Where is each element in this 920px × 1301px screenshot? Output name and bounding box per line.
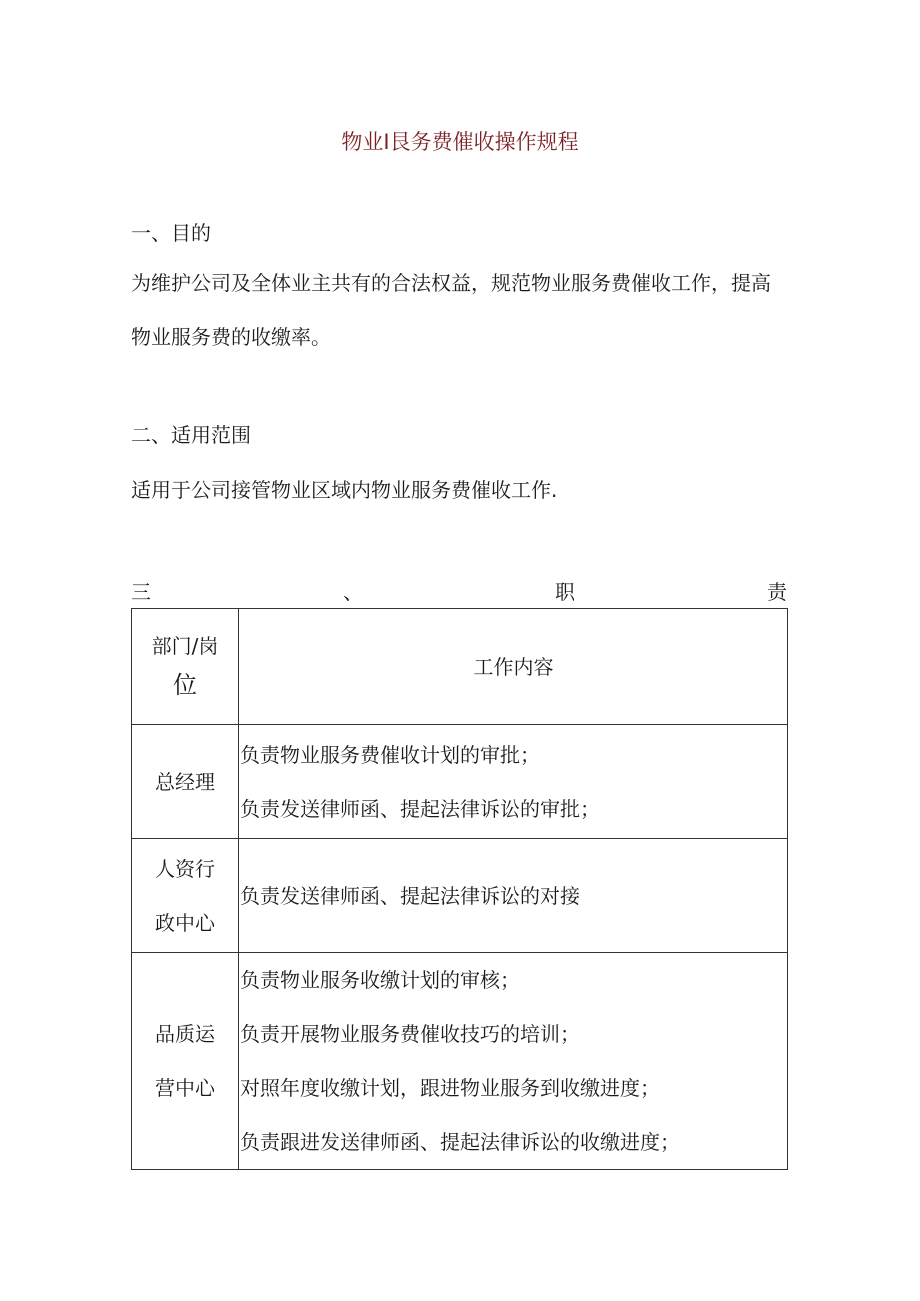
- dept-cell: [132, 953, 239, 1170]
- purpose-body-line-2: 物业服务费的收缴率。: [131, 325, 331, 349]
- work-item: 负责物业服务费催收计划的审批；: [240, 742, 540, 767]
- table-row: [132, 839, 788, 953]
- section-duties-heading: [131, 580, 787, 604]
- work-cell: [239, 839, 788, 953]
- duties-table: [131, 608, 788, 1170]
- header-work-label: 工作内容: [473, 654, 554, 679]
- dept-label: 品质运: [155, 1022, 215, 1046]
- table-row: [132, 953, 788, 1170]
- dept-label: 总经理: [155, 769, 215, 794]
- dept-cell: [132, 725, 239, 839]
- work-item: 负责物业服务收缴计划的审核；: [240, 968, 520, 992]
- scope-body-line: 适用于公司接管物业区域内物业服务费催收工作.: [131, 478, 558, 502]
- table-header-row: [132, 609, 788, 725]
- section-scope-body: [131, 463, 791, 517]
- header-dept-label-top: 部门/岗: [151, 633, 219, 658]
- work-item: 负责发送律师函、提起法律诉讼的审批；: [240, 796, 600, 821]
- section-purpose-body: [131, 256, 791, 364]
- header-dept-cell: [132, 609, 239, 725]
- work-item: 负责发送律师函、提起法律诉讼的对接: [240, 883, 580, 908]
- section-scope-heading: 二、适用范围: [131, 423, 251, 447]
- work-item: 负责跟进发送律师函、提起法律诉讼的收缴进度；: [240, 1130, 680, 1154]
- duties-heading-char: 三: [131, 580, 151, 604]
- section-purpose-heading: 一、目的: [131, 221, 211, 245]
- duties-heading-char: 责: [767, 580, 787, 604]
- dept-label: 政中心: [155, 910, 215, 935]
- purpose-body-line-1: 为维护公司及全体业主共有的合法权益，规范物业服务费催收工作，提高: [131, 271, 771, 295]
- header-dept-label-bottom: 位: [173, 670, 197, 699]
- table-row: [132, 725, 788, 839]
- dept-label: 人资行: [155, 856, 215, 881]
- dept-cell: [132, 839, 239, 953]
- work-item: 对照年度收缴计划，跟进物业服务到收缴进度；: [240, 1076, 660, 1100]
- header-work-cell: [239, 609, 788, 725]
- duties-heading-char: 、: [343, 580, 363, 604]
- work-cell: [239, 725, 788, 839]
- work-item: 负责开展物业服务费催收技巧的培训；: [240, 1022, 580, 1046]
- dept-label: 营中心: [155, 1076, 215, 1100]
- duties-heading-char: 职: [555, 580, 575, 604]
- document-title: 物业I艮务费催收操作规程: [341, 130, 579, 154]
- work-cell: [239, 953, 788, 1170]
